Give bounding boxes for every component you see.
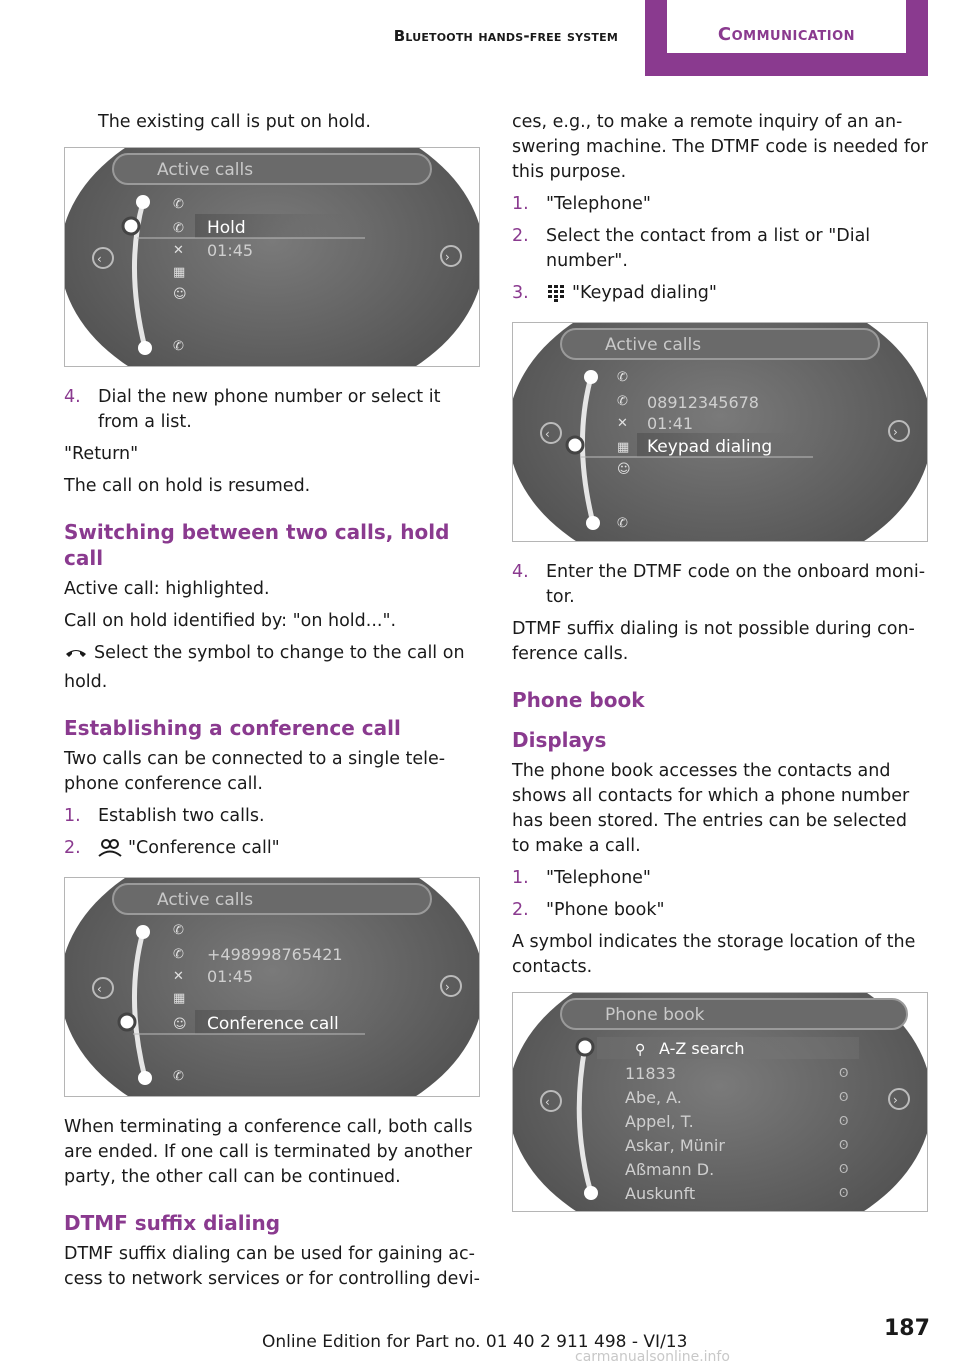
dtmf-step-4	[512, 560, 928, 610]
phone-book-entry: Askar, Münir	[625, 1136, 725, 1155]
svg-text:ʘ: ʘ	[839, 1114, 849, 1128]
svg-text:ʘ: ʘ	[839, 1162, 849, 1176]
heading-conference: Establishing a conference call	[64, 716, 401, 740]
list-text: "Telephone"	[546, 868, 651, 888]
svg-text:ʘ: ʘ	[839, 1138, 849, 1152]
list-text: "Phone book"	[546, 900, 665, 920]
screen-time: 01:41	[647, 414, 694, 433]
list-number: 1.	[512, 868, 529, 888]
select-symbol-text: Select the symbol to change to the call on hold.	[64, 643, 465, 692]
list-item	[64, 385, 480, 435]
paragraph: The phone book accesses the contacts and shows all contacts for which a phone number has been stored. The entries can be selected to make a call.	[512, 761, 910, 856]
svg-text:▦: ▦	[173, 265, 186, 280]
svg-text:✆: ✆	[617, 370, 628, 385]
svg-text:ʘ: ʘ	[839, 1090, 849, 1104]
phone-book-entry: Abe, A.	[625, 1088, 682, 1107]
svg-text:ʘ: ʘ	[839, 1066, 849, 1080]
list-number: 1.	[512, 194, 529, 214]
svg-text:ʘ: ʘ	[839, 1186, 849, 1200]
list-text: Dial the new phone number or select it from a list.	[98, 387, 441, 432]
svg-text:✆: ✆	[173, 947, 184, 962]
list-number: 3.	[512, 283, 529, 303]
left-column	[64, 110, 480, 1299]
list-number: 2.	[512, 226, 529, 246]
svg-text:✆: ✆	[173, 197, 184, 212]
svg-text:‹: ‹	[97, 982, 102, 996]
svg-text:‹: ‹	[545, 427, 550, 441]
paragraph: When terminating a conference call, both calls are ended. If one call is terminated by another party, the other call can be continued.	[64, 1117, 473, 1187]
svg-text:☺: ☺	[173, 287, 187, 302]
screen-highlight: Keypad dialing	[647, 437, 773, 457]
list-item	[512, 866, 928, 891]
svg-text:✆: ✆	[173, 1069, 184, 1084]
screen-title: Active calls	[157, 160, 254, 180]
svg-text:✆: ✆	[173, 221, 184, 236]
svg-text:☺: ☺	[617, 462, 631, 477]
paragraph: Two calls can be connected to a single tele-phone conference call.	[64, 749, 446, 794]
list-item	[512, 898, 928, 923]
screen-title: Phone book	[605, 1005, 705, 1025]
keypad-icon	[546, 284, 566, 310]
svg-text:✆: ✆	[173, 923, 184, 938]
svg-text:›: ›	[445, 980, 450, 994]
screen-time: 01:45	[207, 241, 254, 260]
phone-hold-icon	[64, 645, 88, 670]
right-column	[512, 110, 928, 1230]
list-number: 1.	[64, 806, 81, 826]
conference-steps	[64, 804, 480, 865]
page-number: 187	[884, 1316, 930, 1341]
paragraph	[64, 641, 480, 695]
svg-text:›: ›	[893, 425, 898, 439]
svg-text:›: ›	[893, 1093, 898, 1107]
list-text: Establish two calls.	[98, 806, 265, 826]
list-text: "Keypad dialing"	[572, 283, 717, 303]
conference-call-icon	[98, 839, 122, 865]
svg-text:✕: ✕	[617, 416, 628, 431]
svg-text:▦: ▦	[617, 440, 630, 455]
list-item	[64, 836, 480, 865]
svg-text:✆: ✆	[617, 394, 628, 409]
phone-book-entry: Appel, T.	[625, 1112, 694, 1131]
watermark: carmanualsonline.info	[575, 1349, 730, 1365]
svg-text:‹: ‹	[545, 1095, 550, 1109]
paragraph: Active call: highlighted.	[64, 579, 270, 599]
svg-text:☺: ☺	[173, 1017, 187, 1032]
svg-text:‹: ‹	[97, 252, 102, 266]
phone-book-steps	[512, 866, 928, 923]
heading-phone-book: Phone book	[512, 688, 645, 712]
phone-book-entry: Auskunft	[625, 1184, 696, 1203]
paragraph: ces, e.g., to make a remote inquiry of an an-swering machine. The DTMF code is needed for this purpose.	[512, 112, 928, 182]
screen-title: Active calls	[157, 890, 254, 910]
paragraph: A symbol indicates the storage location of the contacts.	[512, 932, 916, 977]
svg-text:✕: ✕	[173, 969, 184, 984]
list-number: 2.	[64, 838, 81, 858]
heading-displays: Displays	[512, 728, 607, 752]
screen-highlight: Hold	[207, 218, 246, 238]
list-item	[512, 560, 928, 610]
paragraph: The existing call is put on hold.	[98, 112, 371, 132]
list-item	[512, 281, 928, 310]
paragraph: "Return"	[64, 444, 139, 464]
svg-text:✆: ✆	[173, 339, 184, 354]
list-item	[64, 804, 480, 829]
screen-search: A-Z search	[659, 1039, 745, 1058]
svg-text:✆: ✆	[617, 516, 628, 531]
dtmf-steps	[512, 192, 928, 310]
paragraph: The call on hold is resumed.	[64, 476, 311, 496]
screen-keypad-dialing	[512, 322, 928, 542]
header-section-title: Bluetooth hands-free system	[393, 27, 618, 45]
screen-number: 08912345678	[647, 393, 759, 412]
screen-phone-book	[512, 992, 928, 1212]
step-list	[64, 385, 480, 435]
list-text: "Telephone"	[546, 194, 651, 214]
list-number: 2.	[512, 900, 529, 920]
screen-number: +498998765421	[207, 945, 343, 964]
paragraph: Call on hold identified by: "on hold...".	[64, 611, 397, 631]
list-item	[512, 192, 928, 217]
header-chapter-label: Communication	[667, 0, 906, 53]
screen-conference-call	[64, 877, 480, 1097]
screen-time: 01:45	[207, 967, 254, 986]
phone-book-entry: Aßmann D.	[625, 1160, 715, 1179]
list-number: 4.	[64, 387, 81, 407]
list-item	[512, 224, 928, 274]
screen-active-calls-hold	[64, 147, 480, 367]
header-chapter-tab	[645, 0, 928, 76]
paragraph: DTMF suffix dialing is not possible during con-ference calls.	[512, 619, 915, 664]
screen-highlight: Conference call	[207, 1014, 339, 1034]
list-text: "Conference call"	[128, 838, 280, 858]
list-text: Enter the DTMF code on the onboard moni-tor.	[546, 562, 926, 607]
footer-edition: Online Edition for Part no. 01 40 2 911 498 - VI/13	[262, 1332, 688, 1352]
list-number: 4.	[512, 562, 529, 582]
heading-switching: Switching between two calls, hold call	[64, 520, 450, 570]
phone-book-entry: 11833	[625, 1064, 676, 1083]
search-icon: ⚲	[635, 1042, 646, 1058]
paragraph: DTMF suffix dialing can be used for gaining ac-cess to network services or for controlling devi-	[64, 1244, 480, 1289]
svg-text:✕: ✕	[173, 243, 184, 258]
heading-dtmf: DTMF suffix dialing	[64, 1211, 281, 1235]
screen-title: Active calls	[605, 335, 702, 355]
svg-text:▦: ▦	[173, 991, 186, 1006]
svg-text:›: ›	[445, 250, 450, 264]
list-text: Select the contact from a list or "Dial number".	[546, 226, 871, 271]
